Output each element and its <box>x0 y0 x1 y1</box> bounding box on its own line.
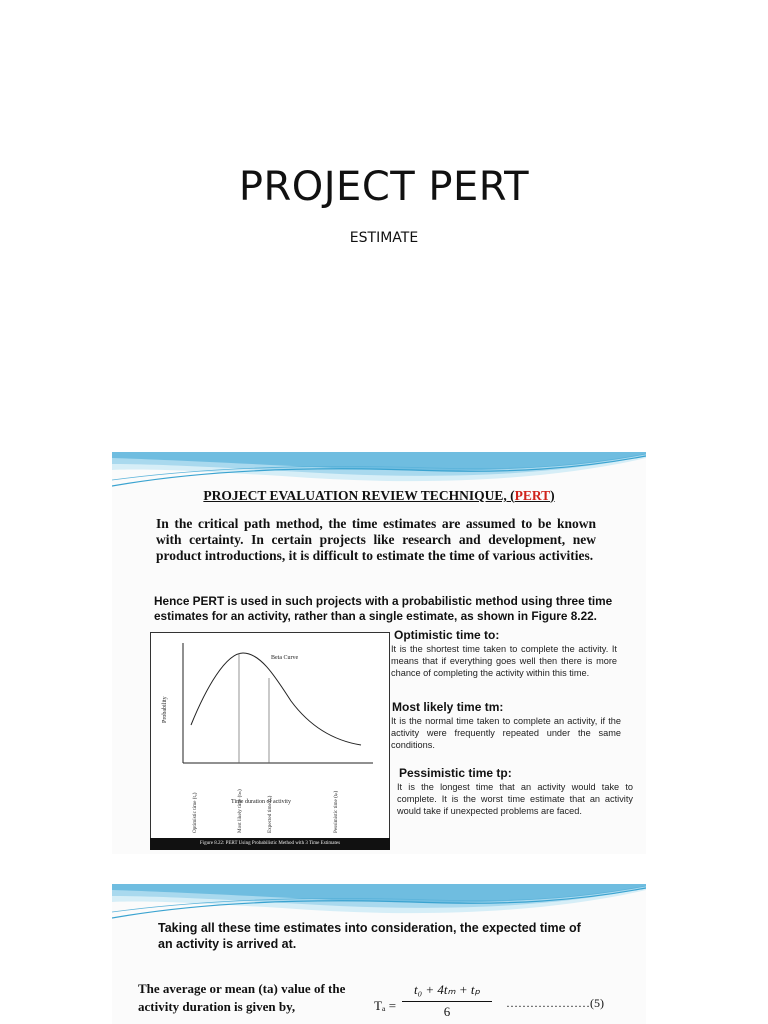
figure-caption: Figure 8.22: PERT Using Probabilistic Method with 3 Time Estimates <box>150 838 390 850</box>
pessimistic-body: It is the longest time that an activity would take to complete. It is the worst time estimate that an activity would take if unexpected problems are faced. <box>397 782 633 816</box>
heading-acronym: PERT <box>514 488 551 503</box>
formula-numerator: t₀ + 4tₘ + tₚ <box>413 982 481 997</box>
expected-time-slide <box>112 884 646 1024</box>
most-likely-title: Most likely time tm: <box>392 700 504 714</box>
formula-lhs: Tₐ = <box>374 998 397 1013</box>
optimistic-body: It is the shortest time taken to complete the activity. It means that if everything goes well then there is more chance of completing the activity within this time. <box>391 644 617 678</box>
most-likely-body: It is the normal time taken to complete an activity, if the activity were frequently repeated under the same conditions. <box>391 716 621 750</box>
y-axis-label: Probability <box>162 696 168 723</box>
beta-curve-figure <box>150 632 390 839</box>
expected-time-formula <box>374 982 494 1022</box>
tick-expected: Expected time (tₑ) <box>267 795 273 833</box>
heading-prefix: PROJECT EVALUATION REVIEW TECHNIQUE, ( <box>203 488 515 503</box>
beta-curve-chart <box>151 633 389 838</box>
mean-value-paragraph: The average or mean (ta) value of the activity duration is given by, <box>138 981 346 1014</box>
pert-paragraph: Hence PERT is used in such projects with a probabilistic method using three time estimates for an activity, rather than a single estimate, as shown in Figure 8.22. <box>154 594 613 623</box>
optimistic-title: Optimistic time to: <box>394 628 500 642</box>
tick-pessimistic: Pessimistic time (tₚ) <box>333 790 339 833</box>
pessimistic-title: Pessimistic time tp: <box>399 766 512 780</box>
expected-time-paragraph: Taking all these time estimates into consideration, the expected time of an activity is arrived at. <box>158 921 581 951</box>
page-title: PROJECT PERT <box>238 164 530 210</box>
pert-slide <box>112 452 646 854</box>
beta-curve <box>191 653 361 745</box>
x-axis-label: Time duration of activity <box>231 799 291 805</box>
tick-optimistic: Optimistic time (t₀) <box>192 792 198 833</box>
heading-suffix: ) <box>550 488 555 503</box>
slide-heading <box>112 488 646 504</box>
equation-number: …………………(5) <box>506 996 604 1010</box>
page-subtitle: ESTIMATE <box>349 230 419 246</box>
formula-fraction-bar <box>402 1001 492 1002</box>
curve-label: Beta Curve <box>271 655 299 661</box>
title-slide <box>0 0 768 430</box>
intro-paragraph: In the critical path method, the time estimates are assumed to be known with certainty. In certain projects like research and development, new product introductions, it is difficult to estimate the time of various activities. <box>156 516 596 563</box>
formula-denominator: 6 <box>443 1004 451 1019</box>
tick-most-likely: Most likely time (tₘ) <box>237 789 243 833</box>
